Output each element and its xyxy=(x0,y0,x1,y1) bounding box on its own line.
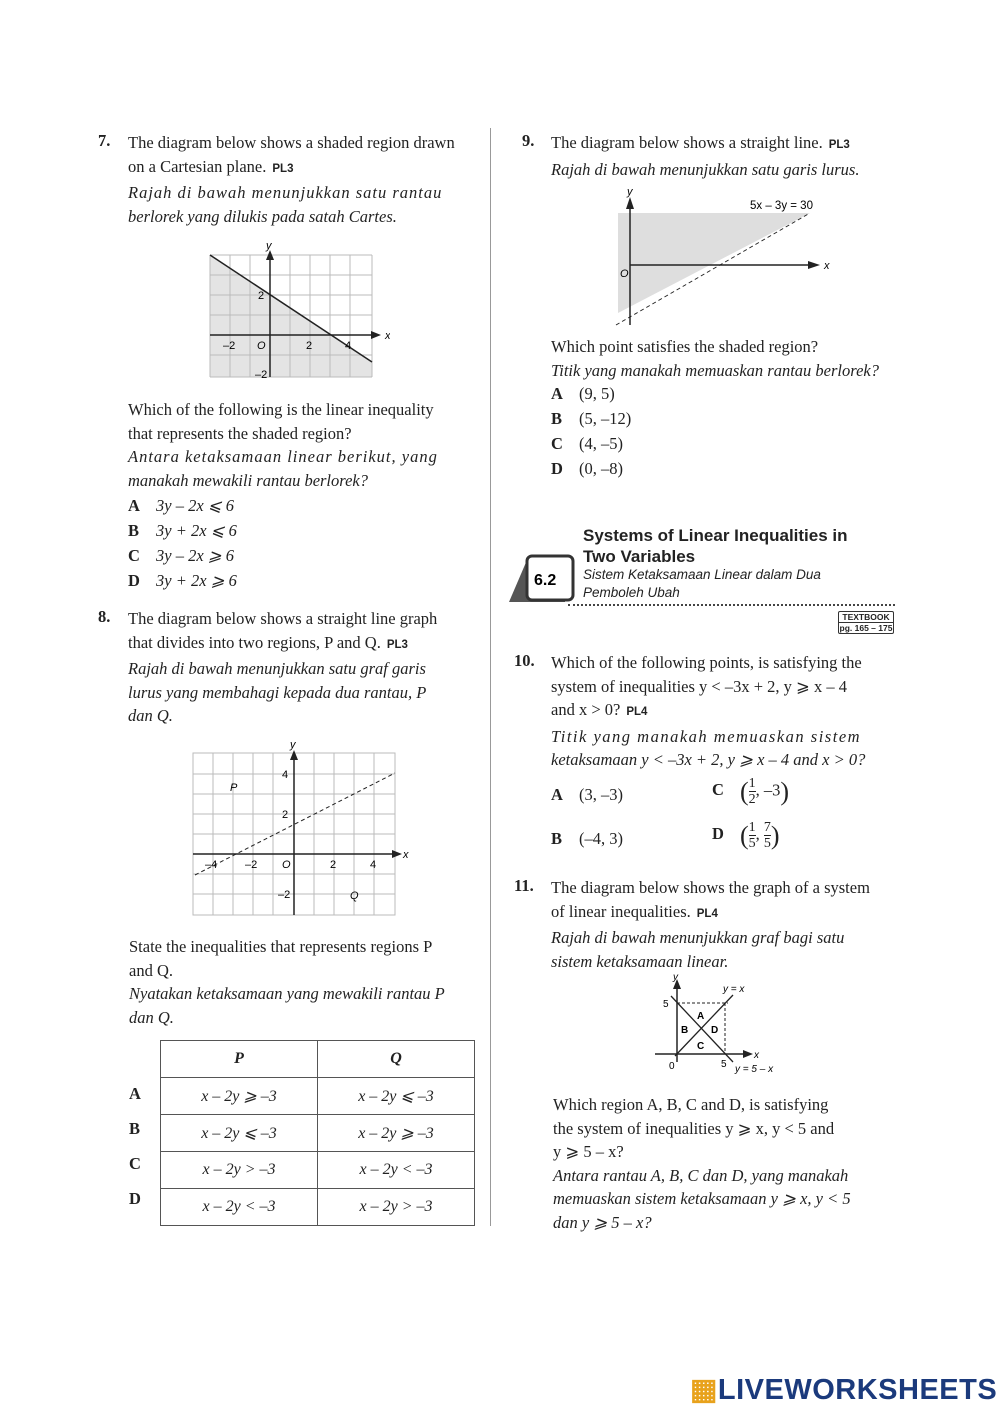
question-text-malay: ketaksamaan y < –3x + 2, y ⩾ x – 4 and x > 0? xyxy=(551,750,866,769)
level-badge: PL4 xyxy=(696,907,718,920)
svg-text:6.2: 6.2 xyxy=(534,572,557,589)
header-q: Q xyxy=(318,1041,475,1078)
question-text: of linear inequalities. xyxy=(551,901,691,921)
dotted-divider xyxy=(568,604,895,606)
table-row[interactable]: x – 2y > –3 x – 2y < –3 xyxy=(161,1152,475,1189)
option-b[interactable]: B 3y + 2x ⩽ 6 xyxy=(128,521,237,540)
answer-table xyxy=(160,1040,475,1226)
svg-text:B: B xyxy=(681,1025,689,1036)
section-title: Systems of Linear Inequalities in xyxy=(583,526,848,545)
question-text-malay: sistem ketaksamaan linear. xyxy=(551,951,729,971)
question-prompt-malay: Titik yang manakah memuaskan rantau berlorek? xyxy=(551,360,879,380)
header-p: P xyxy=(161,1041,318,1078)
svg-text:5x – 3y = 30: 5x – 3y = 30 xyxy=(750,200,813,212)
question-text-malay: lurus yang membahagi kepada dua rantau, P xyxy=(128,682,427,702)
option-a[interactable]: A (9, 5) xyxy=(551,384,615,403)
level-badge: PL4 xyxy=(626,706,648,718)
svg-text:4: 4 xyxy=(282,769,289,781)
question-text-malay: Rajah di bawah menunjukkan satu graf garis xyxy=(128,659,426,678)
option-d[interactable]: D 3y + 2x ⩾ 6 xyxy=(128,571,237,590)
shaded-region-graph xyxy=(205,240,390,382)
option-a[interactable]: A (3, –3) xyxy=(551,785,623,804)
svg-text:2: 2 xyxy=(258,290,265,302)
svg-text:y = 5 – x: y = 5 – x xyxy=(735,1064,774,1075)
question-prompt-malay: manakah mewakili rantau berlorek? xyxy=(128,470,368,490)
svg-text:y: y xyxy=(290,739,296,751)
question-prompt: Which of the following is the linear inequality xyxy=(128,400,434,419)
question-prompt: y ⩾ 5 – x? xyxy=(553,1142,624,1161)
svg-text:y: y xyxy=(266,240,272,252)
question-prompt-malay: memuaskan sistem ketaksamaan y ⩾ x, y < 5 xyxy=(553,1189,851,1208)
question-text: The diagram below shows a straight line graph xyxy=(128,609,438,628)
textbook-reference: TEXTBOOK pg. 165 – 175 xyxy=(839,612,893,633)
question-number: 8. xyxy=(98,607,111,626)
logo-icon: ▦ xyxy=(690,1374,718,1406)
question-text: that divides into two regions, P and Q. xyxy=(128,632,381,652)
question-prompt: Which point satisfies the shaded region? xyxy=(551,337,819,356)
svg-text:A: A xyxy=(697,1011,705,1022)
question-prompt: Which region A, B, C and D, is satisfying xyxy=(553,1095,829,1114)
question-text-malay: berlorek yang dilukis pada satah Cartes. xyxy=(128,206,397,226)
question-text: on a Cartesian plane. xyxy=(128,156,267,176)
option-c[interactable]: C 3y – 2x ⩾ 6 xyxy=(128,546,234,565)
option-a[interactable]: A 3y – 2x ⩽ 6 xyxy=(128,496,234,515)
section-subtitle: Pemboleh Ubah xyxy=(583,585,680,600)
question-text: The diagram below shows the graph of a system xyxy=(551,878,870,897)
svg-text:y: y xyxy=(673,972,678,983)
question-text-malay: Rajah di bawah menunjukkan satu garis lurus. xyxy=(551,159,860,179)
svg-text:4: 4 xyxy=(370,859,377,871)
svg-text:P: P xyxy=(230,782,238,794)
question-prompt-malay: dan Q. xyxy=(129,1007,174,1027)
question-prompt: and Q. xyxy=(129,960,173,980)
question-text-malay: dan Q. xyxy=(128,706,173,725)
svg-text:5: 5 xyxy=(721,1059,727,1070)
table-row[interactable]: x – 2y < –3 x – 2y > –3 xyxy=(161,1189,475,1226)
level-badge: PL3 xyxy=(828,139,850,151)
svg-text:x: x xyxy=(754,1050,759,1061)
svg-text:O: O xyxy=(620,268,629,280)
column-divider xyxy=(490,128,491,1226)
svg-text:–2: –2 xyxy=(278,889,291,901)
section-badge-icon xyxy=(505,552,577,608)
svg-text:–2: –2 xyxy=(255,369,268,381)
table-row[interactable]: x – 2y ⩽ –3 x – 2y ⩾ –3 xyxy=(161,1115,475,1152)
question-text: The diagram below shows a straight line. xyxy=(551,133,823,152)
svg-text:x: x xyxy=(403,849,409,861)
svg-text:–2: –2 xyxy=(223,340,236,352)
option-b[interactable]: B (5, –12) xyxy=(551,409,632,428)
system-inequalities-graph xyxy=(645,970,795,1080)
question-text-malay: Rajah di bawah menunjukkan satu rantau xyxy=(128,183,443,202)
question-prompt: that represents the shaded region? xyxy=(128,423,352,443)
svg-text:5: 5 xyxy=(663,999,669,1010)
question-text-malay: Titik yang manakah memuaskan sistem xyxy=(551,726,862,746)
option-c[interactable]: C xyxy=(129,1154,141,1173)
straight-line-graph xyxy=(610,185,840,330)
liveworksheets-logo[interactable]: ▦LIVEWORKSHEETS xyxy=(690,1374,998,1406)
option-b[interactable]: B xyxy=(129,1119,141,1138)
option-d[interactable]: D xyxy=(129,1189,141,1208)
svg-text:2: 2 xyxy=(306,340,313,352)
option-a[interactable]: A xyxy=(129,1084,141,1103)
question-text-malay: Rajah di bawah menunjukkan graf bagi satu xyxy=(551,928,845,947)
question-text: and x > 0? xyxy=(551,700,621,719)
svg-text:O: O xyxy=(282,859,291,871)
svg-text:–4: –4 xyxy=(205,859,218,871)
question-prompt-malay: Antara ketaksamaan linear berikut, yang xyxy=(128,447,438,466)
option-b[interactable]: B (–4, 3) xyxy=(551,829,623,848)
table-row[interactable]: x – 2y ⩾ –3 x – 2y ⩽ –3 xyxy=(161,1078,475,1115)
svg-text:2: 2 xyxy=(330,859,337,871)
section-title: Two Variables xyxy=(583,547,696,566)
svg-text:x: x xyxy=(385,330,390,342)
question-prompt-malay: Nyatakan ketaksamaan yang mewakili rantau P xyxy=(129,984,445,1003)
question-number: 11. xyxy=(514,876,534,895)
question-text: The diagram below shows a shaded region drawn xyxy=(128,133,455,152)
question-number: 9. xyxy=(522,131,535,150)
svg-text:O: O xyxy=(257,340,266,352)
level-badge: PL3 xyxy=(272,162,294,175)
question-prompt: State the inequalities that represents regions P xyxy=(129,937,433,956)
svg-text:x: x xyxy=(824,260,830,272)
svg-text:4: 4 xyxy=(345,340,352,352)
question-number: 7. xyxy=(98,131,111,150)
svg-text:0: 0 xyxy=(669,1061,675,1072)
svg-text:y: y xyxy=(627,186,633,198)
regions-pq-graph xyxy=(190,738,410,920)
section-subtitle: Sistem Ketaksamaan Linear dalam Dua xyxy=(583,567,821,582)
option-c[interactable]: C (4, –5) xyxy=(551,434,623,453)
question-number: 10. xyxy=(514,651,535,670)
svg-text:C: C xyxy=(697,1041,705,1052)
option-c[interactable]: C ( $\frac{1}{2}$ , –3) xyxy=(712,776,790,807)
svg-text:Q: Q xyxy=(350,890,359,902)
svg-text:2: 2 xyxy=(282,809,289,821)
svg-text:D: D xyxy=(711,1025,719,1036)
question-prompt-malay: dan y ⩾ 5 – x? xyxy=(553,1212,652,1232)
option-d[interactable]: D (0, –8) xyxy=(551,459,623,478)
question-prompt: the system of inequalities y ⩾ x, y < 5 and xyxy=(553,1118,835,1138)
option-d[interactable]: D ( $\frac{1}{5}$ , $\frac{7}{5}$ ) xyxy=(712,820,780,851)
svg-text:–2: –2 xyxy=(245,859,258,871)
question-text: system of inequalities y < –3x + 2, y ⩾ x – 4 xyxy=(551,676,847,696)
question-prompt-malay: Antara rantau A, B, C dan D, yang manakah xyxy=(553,1165,849,1185)
question-text: Which of the following points, is satisfying the xyxy=(551,653,862,672)
svg-text:y = x: y = x xyxy=(723,984,745,995)
level-badge: PL3 xyxy=(386,638,408,651)
